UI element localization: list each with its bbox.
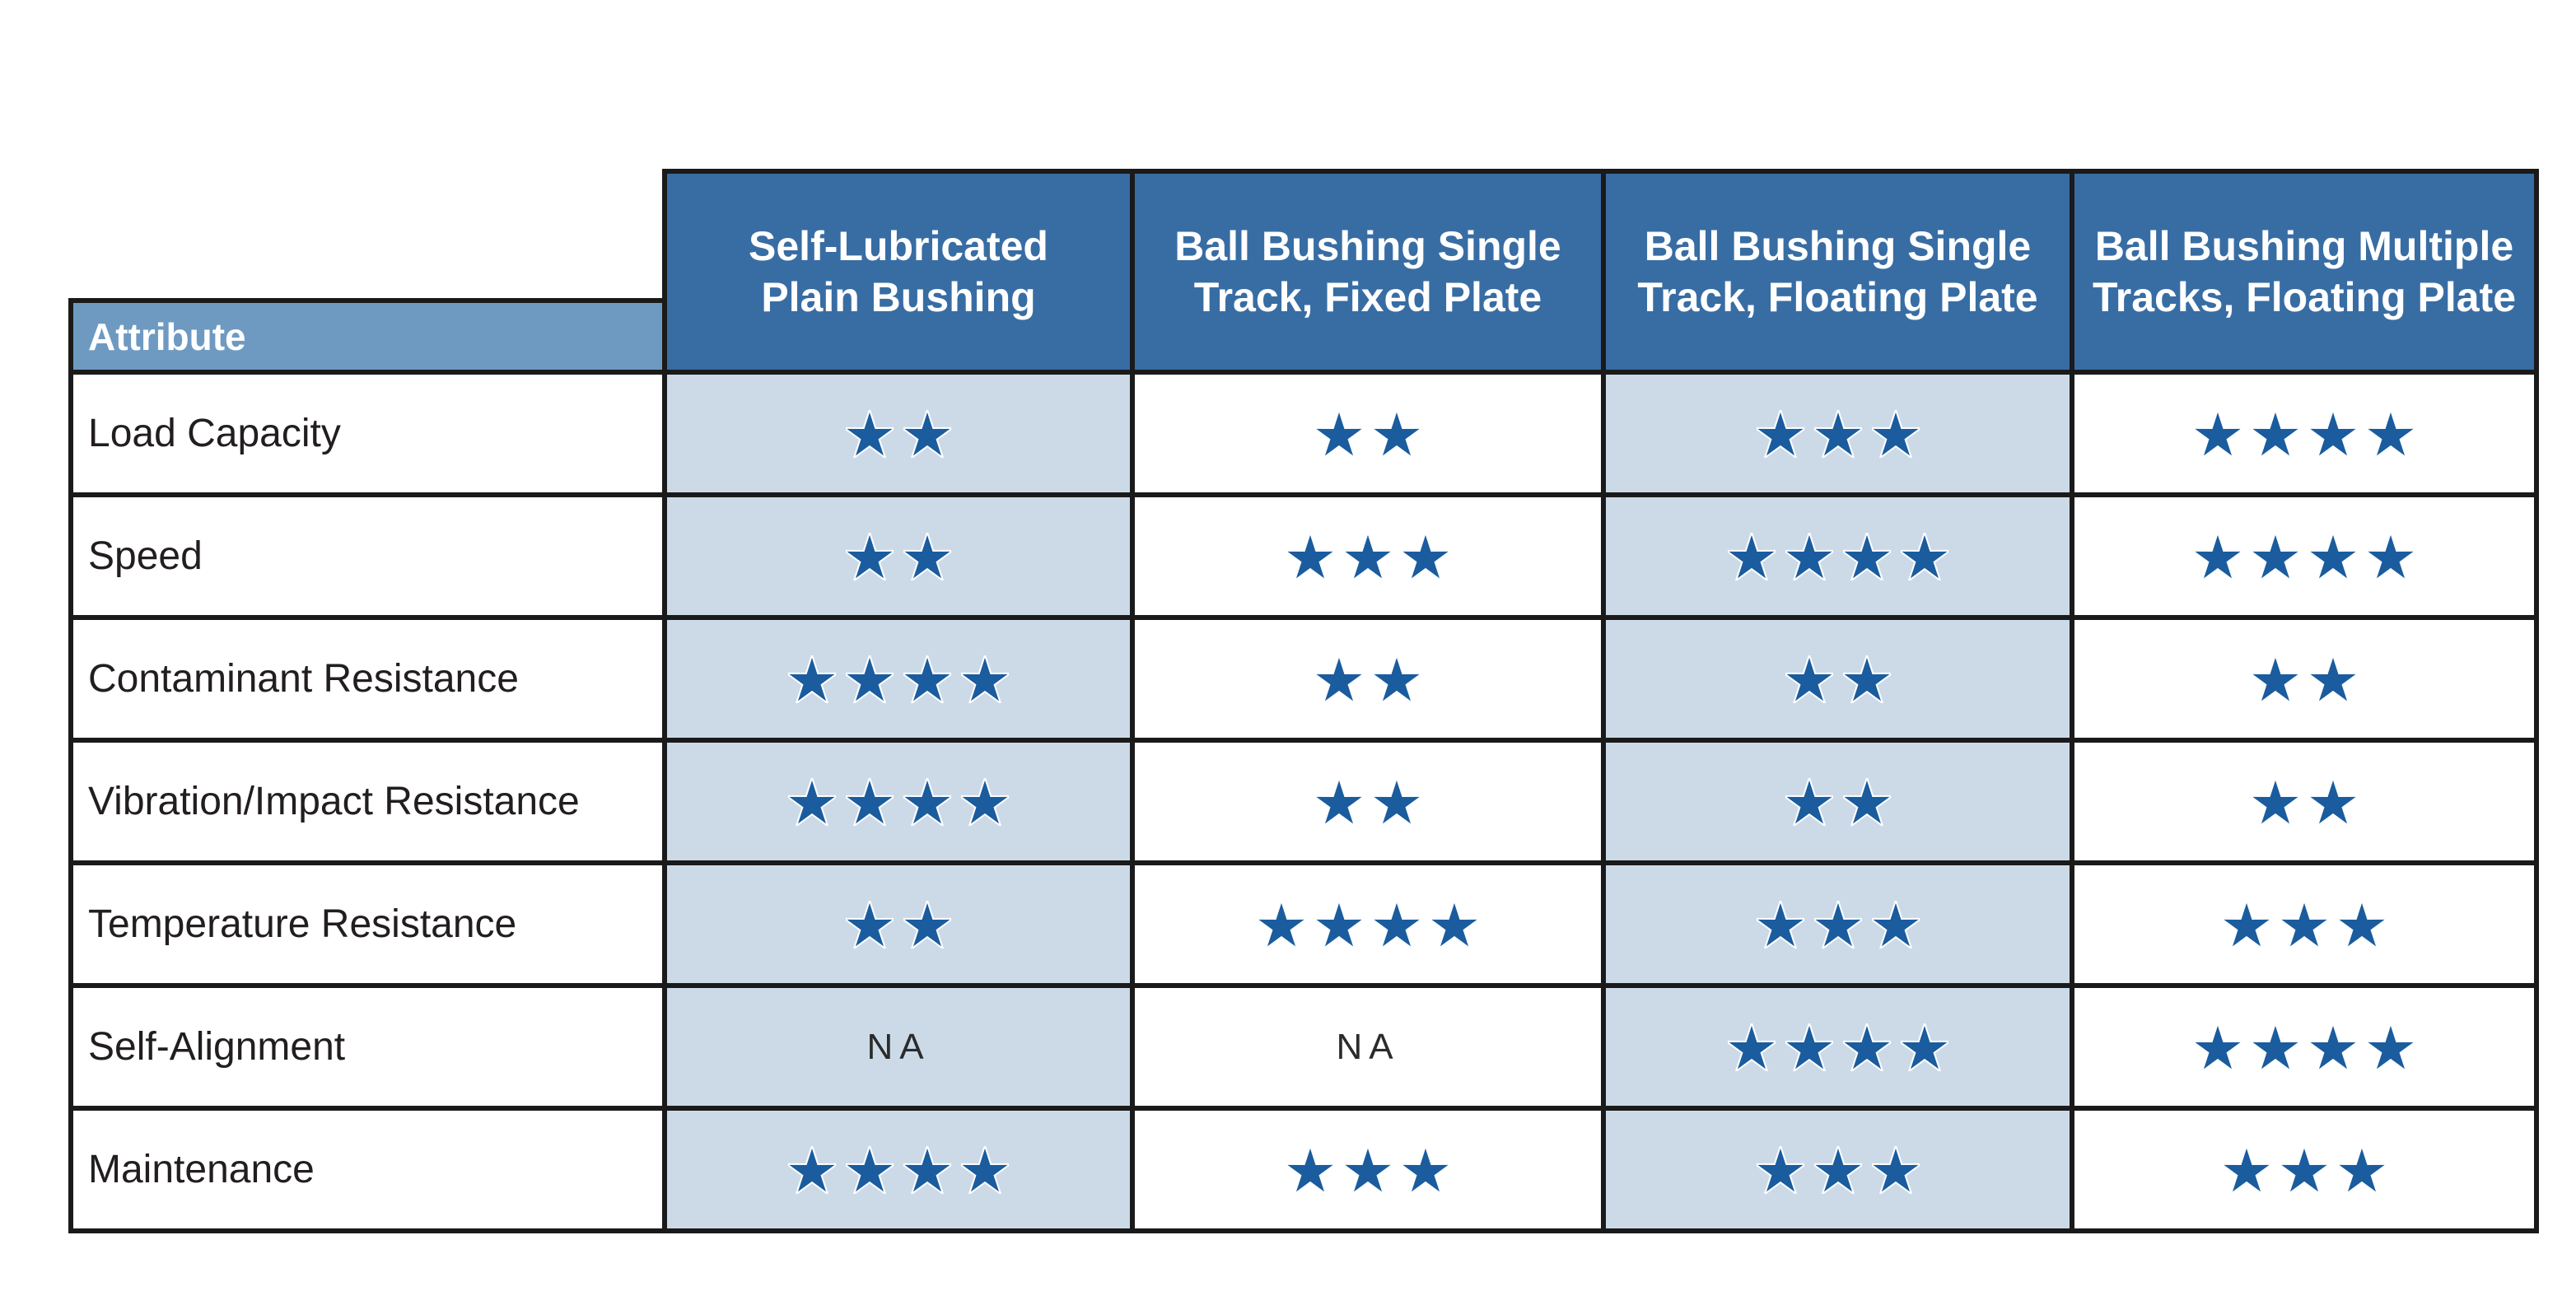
row-label-contaminant-resistance: Contaminant Resistance xyxy=(68,615,667,743)
table-row-self-alignment xyxy=(68,983,2539,1111)
rating-cell-load-capacity-col4 xyxy=(2070,370,2539,497)
star-icon xyxy=(2309,778,2357,826)
star-icon xyxy=(903,901,951,948)
attribute-header-label: Attribute xyxy=(88,315,246,358)
star-icon xyxy=(2309,1023,2357,1071)
rating-cell-vibration-impact-resistance-col4 xyxy=(2070,738,2539,865)
star-icon xyxy=(1757,1146,1804,1194)
rating-cell-contaminant-resistance-col2 xyxy=(1130,615,1606,743)
table-row-maintenance xyxy=(68,1106,2539,1233)
column-header-line: Ball Bushing Single xyxy=(1644,223,2032,269)
star-icon xyxy=(2367,533,2415,580)
column-header-line: Track, Fixed Plate xyxy=(1193,274,1542,320)
star-icon xyxy=(1258,901,1305,948)
header-row xyxy=(68,169,2539,375)
star-icon xyxy=(846,901,894,948)
star-icon xyxy=(788,778,836,826)
star-icon xyxy=(2280,901,2328,948)
star-icon xyxy=(1757,901,1804,948)
rating-cell-maintenance-col4 xyxy=(2070,1106,2539,1233)
star-icon xyxy=(1728,1023,1776,1071)
rating-cell-self-alignment-col1 xyxy=(662,983,1135,1111)
table-row-contaminant-resistance xyxy=(68,615,2539,743)
star-icon xyxy=(2252,410,2299,458)
star-icon xyxy=(1430,901,1478,948)
star-icon xyxy=(1872,1146,1920,1194)
star-icon xyxy=(961,1146,1009,1194)
star-icon xyxy=(1785,533,1833,580)
star-icon xyxy=(846,655,894,703)
rating-cell-self-alignment-col2 xyxy=(1130,983,1606,1111)
star-icon xyxy=(1901,533,1948,580)
star-icon xyxy=(2194,533,2242,580)
star-icon xyxy=(1843,778,1891,826)
rating-cell-temperature-resistance-col4 xyxy=(2070,860,2539,988)
rating-cell-contaminant-resistance-col4 xyxy=(2070,615,2539,743)
row-label-maintenance: Maintenance xyxy=(68,1106,667,1233)
star-icon xyxy=(1785,655,1833,703)
star-icon xyxy=(1843,655,1891,703)
star-icon xyxy=(961,778,1009,826)
table-row-temperature-resistance xyxy=(68,860,2539,988)
rating-cell-maintenance-col3 xyxy=(1601,1106,2074,1233)
star-icon xyxy=(1315,778,1363,826)
star-icon xyxy=(846,410,894,458)
star-icon xyxy=(788,1146,836,1194)
rating-cell-temperature-resistance-col2 xyxy=(1130,860,1606,988)
star-icon xyxy=(903,655,951,703)
attribute-header-spacer xyxy=(68,169,667,375)
rating-cell-speed-col1 xyxy=(662,492,1135,620)
star-icon xyxy=(1373,410,1421,458)
star-icon xyxy=(2252,1023,2299,1071)
star-icon xyxy=(2252,533,2299,580)
rating-cell-self-alignment-col4 xyxy=(2070,983,2539,1111)
na-label: NA xyxy=(1336,1026,1400,1067)
table-row-speed xyxy=(68,492,2539,620)
star-icon xyxy=(1814,901,1862,948)
star-icon xyxy=(961,655,1009,703)
rating-cell-load-capacity-col3 xyxy=(1601,370,2074,497)
star-icon xyxy=(2223,1146,2270,1194)
star-icon xyxy=(1315,901,1363,948)
rating-cell-vibration-impact-resistance-col1 xyxy=(662,738,1135,865)
star-icon xyxy=(1785,1023,1833,1071)
na-label: NA xyxy=(866,1026,931,1067)
star-icon xyxy=(2367,410,2415,458)
star-icon xyxy=(1373,655,1421,703)
column-header-ball-bushing-single-track-floating-plate xyxy=(1601,169,2074,375)
table-body xyxy=(68,370,2539,1233)
star-icon xyxy=(2223,901,2270,948)
table-row-vibration-impact-resistance xyxy=(68,738,2539,865)
star-icon xyxy=(1757,410,1804,458)
star-icon xyxy=(903,533,951,580)
star-icon xyxy=(1814,410,1862,458)
row-label-speed: Speed xyxy=(68,492,667,620)
row-label-self-alignment: Self-Alignment xyxy=(68,983,667,1111)
star-icon xyxy=(2338,1146,2386,1194)
star-icon xyxy=(903,1146,951,1194)
star-icon xyxy=(2280,1146,2328,1194)
star-icon xyxy=(1785,778,1833,826)
star-icon xyxy=(1901,1023,1948,1071)
rating-cell-maintenance-col1 xyxy=(662,1106,1135,1233)
star-icon xyxy=(1315,655,1363,703)
star-icon xyxy=(1315,410,1363,458)
rating-cell-contaminant-resistance-col3 xyxy=(1601,615,2074,743)
star-icon xyxy=(2194,1023,2242,1071)
star-icon xyxy=(846,1146,894,1194)
column-header-ball-bushing-multiple-tracks-floating-plate xyxy=(2070,169,2539,375)
star-icon xyxy=(846,533,894,580)
star-icon xyxy=(2252,778,2299,826)
star-icon xyxy=(2252,655,2299,703)
column-header-ball-bushing-single-track-fixed-plate xyxy=(1130,169,1606,375)
star-icon xyxy=(1286,533,1334,580)
star-icon xyxy=(2309,533,2357,580)
star-icon xyxy=(1872,901,1920,948)
star-icon xyxy=(903,410,951,458)
column-header-line: Plain Bushing xyxy=(761,274,1036,320)
star-icon xyxy=(788,655,836,703)
star-icon xyxy=(2309,655,2357,703)
star-icon xyxy=(1843,1023,1891,1071)
row-label-load-capacity: Load Capacity xyxy=(68,370,667,497)
star-icon xyxy=(1344,533,1392,580)
star-icon xyxy=(1344,1146,1392,1194)
star-icon xyxy=(2367,1023,2415,1071)
star-icon xyxy=(1872,410,1920,458)
star-icon xyxy=(846,778,894,826)
rating-cell-contaminant-resistance-col1 xyxy=(662,615,1135,743)
bushing-comparison-table xyxy=(68,169,2539,1233)
rating-cell-temperature-resistance-col1 xyxy=(662,860,1135,988)
star-icon xyxy=(1286,1146,1334,1194)
rating-cell-speed-col2 xyxy=(1130,492,1606,620)
column-header-line: Self-Lubricated xyxy=(749,223,1048,269)
star-icon xyxy=(903,778,951,826)
row-label-vibration-impact-resistance: Vibration/Impact Resistance xyxy=(68,738,667,865)
star-icon xyxy=(1843,533,1891,580)
star-icon xyxy=(1373,778,1421,826)
rating-cell-load-capacity-col2 xyxy=(1130,370,1606,497)
rating-cell-speed-col3 xyxy=(1601,492,2074,620)
rating-cell-self-alignment-col3 xyxy=(1601,983,2074,1111)
rating-cell-vibration-impact-resistance-col3 xyxy=(1601,738,2074,865)
column-header-line: Ball Bushing Single xyxy=(1174,223,1561,269)
column-header-line: Track, Floating Plate xyxy=(1637,274,2038,320)
star-icon xyxy=(2338,901,2386,948)
star-icon xyxy=(1814,1146,1862,1194)
star-icon xyxy=(1402,1146,1449,1194)
star-icon xyxy=(1373,901,1421,948)
column-header-line: Ball Bushing Multiple xyxy=(2094,223,2514,269)
attribute-column-header xyxy=(68,298,667,375)
row-label-temperature-resistance: Temperature Resistance xyxy=(68,860,667,988)
table-row-load-capacity xyxy=(68,370,2539,497)
star-icon xyxy=(2309,410,2357,458)
column-header-line: Tracks, Floating Plate xyxy=(2092,274,2517,320)
rating-cell-speed-col4 xyxy=(2070,492,2539,620)
rating-cell-maintenance-col2 xyxy=(1130,1106,1606,1233)
rating-cell-load-capacity-col1 xyxy=(662,370,1135,497)
column-header-self-lubricated-plain-bushing xyxy=(662,169,1135,375)
rating-cell-vibration-impact-resistance-col2 xyxy=(1130,738,1606,865)
star-icon xyxy=(1728,533,1776,580)
rating-cell-temperature-resistance-col3 xyxy=(1601,860,2074,988)
star-icon xyxy=(2194,410,2242,458)
star-icon xyxy=(1402,533,1449,580)
